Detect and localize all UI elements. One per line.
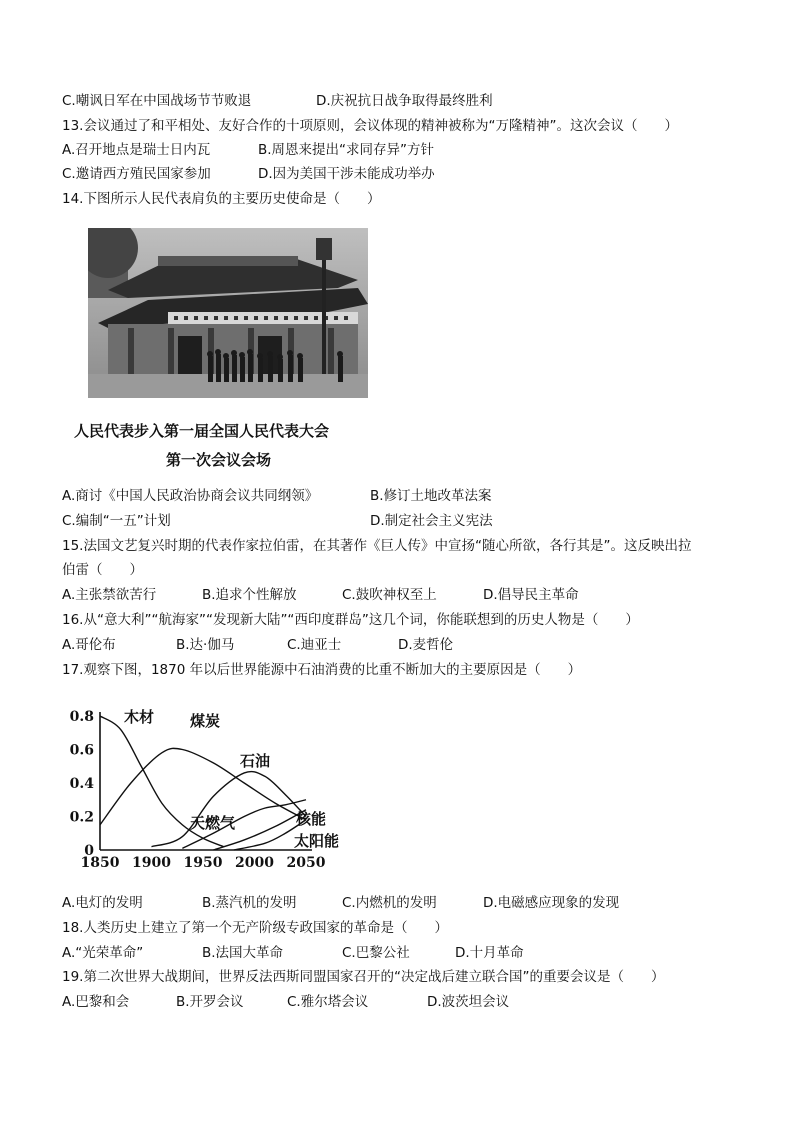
series-label: 煤炭 [190,712,221,730]
energy-chart-svg [62,700,362,876]
series-label: 核能 [296,810,327,828]
y-tick-label: 0.6 [69,742,94,759]
q17-stem: 17.观察下图，1870 年以后世界能源中石油消费的比重不断加大的主要原因是（ ） [62,662,582,678]
q15-option-b: B.追求个性解放 [202,587,297,603]
q13-stem: 13.会议通过了和平相处、友好合作的十项原则，会议体现的精神被称为“万隆精神”。这次会议（ ） [62,118,678,134]
q18-option-d: D.十月革命 [455,945,524,961]
q19-option-a: A.巴黎和会 [62,994,130,1010]
q16-option-a: A.哥伦布 [62,637,116,653]
q17-option-d: D.电磁感应现象的发现 [483,895,620,911]
q13-option-d: D.因为美国干涉未能成功举办 [258,166,435,182]
x-tick-label: 1950 [183,855,223,871]
q13-option-c: C.邀请西方殖民国家参加 [62,166,211,182]
x-tick-label: 2000 [235,855,274,871]
q16-stem: 16.从“意大利”“航海家”“发现新大陆”“西印度群岛”这几个词，你能联想到的历史人物是（ ） [62,612,639,628]
q15-stem-line1: 15.法国文艺复兴时期的代表作家拉伯雷，在其著作《巨人传》中宣扬“随心所欲，各行其是”。这反映出拉 [62,538,692,554]
series-label: 太阳能 [294,832,340,850]
q14-option-b: B.修订土地改革法案 [370,488,492,504]
y-tick-label: 0.4 [69,776,94,792]
q12-option-d: D.庆祝抗日战争取得最终胜利 [316,93,493,109]
series-label: 木材 [124,708,155,726]
q14-option-a: A.商讨《中国人民政治协商会议共同纲领》 [62,488,319,504]
q15-stem-line2: 伯雷（ ） [62,562,143,578]
x-tick-label: 2050 [286,855,326,871]
q17-option-b: B.蒸汽机的发明 [202,895,297,911]
energy-consumption-chart [62,700,362,876]
q18-option-c: C.巴黎公社 [342,945,410,961]
x-tick-label: 1850 [80,855,120,871]
y-tick-label: 0.8 [69,709,94,725]
series-label: 石油 [240,752,271,770]
q19-stem: 19.第二次世界大战期间，世界反法西斯同盟国家召开的“决定战后建立联合国”的重要会议是（ ） [62,969,665,985]
q19-option-c: C.雅尔塔会议 [287,994,369,1010]
q14-option-d: D.制定社会主义宪法 [370,513,493,529]
q17-option-c: C.内燃机的发明 [342,895,437,911]
q14-option-c: C.编制“一五”计划 [62,513,171,529]
q16-option-d: D.麦哲伦 [398,637,454,653]
y-tick-label: 0.2 [69,809,94,826]
photo-caption-line2: 第一次会议会场 [166,451,272,469]
q16-option-c: C.迪亚士 [287,637,342,653]
q15-option-c: C.鼓吹神权至上 [342,587,437,603]
y-tick-label: 0 [84,843,94,859]
q13-option-a: A.召开地点是瑞士日内瓦 [62,142,211,158]
q15-option-a: A.主张禁欲苦行 [62,587,157,603]
series-label: 天燃气 [190,814,236,832]
q13-option-b: B.周恩来提出“求同存异”方针 [258,142,435,158]
x-tick-label: 1900 [132,855,171,871]
q18-option-b: B.法国大革命 [202,945,284,961]
q19-option-b: B.开罗会议 [176,994,244,1010]
q18-stem: 18.人类历史上建立了第一个无产阶级专政国家的革命是（ ） [62,920,448,936]
q14-stem: 14.下图所示人民代表肩负的主要历史使命是（ ） [62,191,381,207]
q17-option-a: A.电灯的发明 [62,895,143,911]
q18-option-a: A.“光荣革命” [62,945,144,961]
congress-hall-photo [88,228,368,398]
q12-option-c: C.嘲讽日军在中国战场节节败退 [62,93,252,109]
q15-option-d: D.倡导民主革命 [483,587,579,603]
q19-option-d: D.波茨坦会议 [427,994,510,1010]
q16-option-b: B.达·伽马 [176,637,235,653]
photo-caption-line1: 人民代表步入第一届全国人民代表大会 [74,422,330,440]
